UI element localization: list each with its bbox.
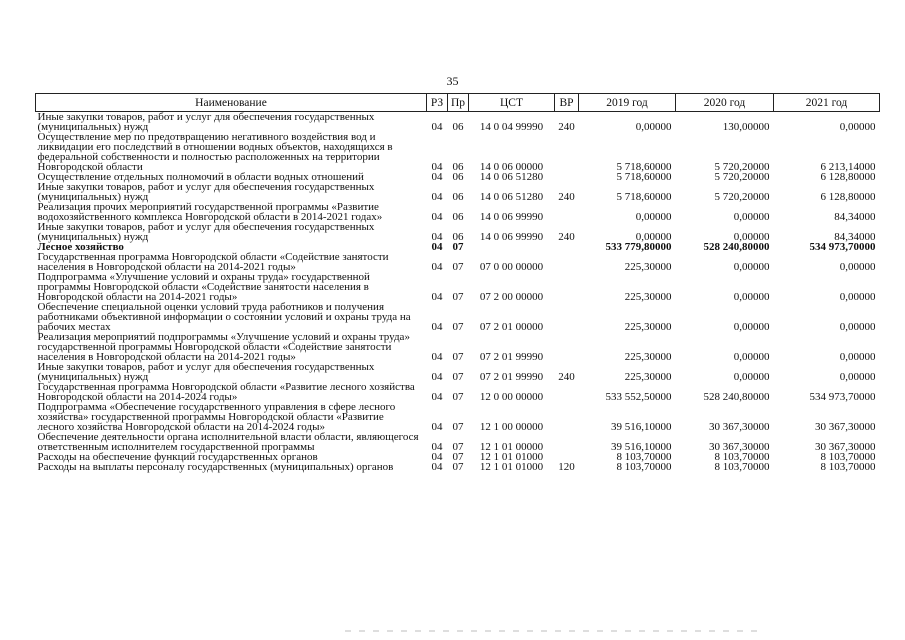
cell-rz: 04: [431, 421, 443, 433]
cell-pr: 06: [452, 161, 464, 173]
cell-y2020: 8 103,70000: [714, 451, 770, 463]
cell-pr: 07: [452, 441, 464, 453]
cell-y2020: 0,00000: [733, 291, 770, 303]
cell-y2019: 5 718,60000: [616, 171, 672, 183]
cell-y2019: 0,00000: [635, 121, 672, 133]
cell-rz: 04: [431, 451, 443, 463]
cell-cst: 12 0 00 00000: [479, 391, 544, 403]
cell-rz: 04: [431, 351, 443, 363]
cell-pr: 07: [452, 451, 464, 463]
cell-pr: 07: [452, 321, 464, 333]
table-row: [36, 302, 880, 332]
table-row: [36, 462, 880, 472]
cell-y2021: 0,00000: [839, 261, 876, 273]
cell-y2020: 130,00000: [722, 121, 770, 133]
header-pr: Пр: [448, 94, 469, 112]
cell-y2020: 5 720,20000: [714, 161, 770, 173]
header-cst: ЦСТ: [469, 94, 555, 112]
cell-y2021: 30 367,30000: [815, 441, 876, 453]
cell-vr: [555, 242, 579, 252]
cell-y2021: 8 103,70000: [820, 451, 876, 463]
cell-rz: 04: [431, 231, 443, 243]
cell-rz: 04: [431, 211, 443, 223]
cell-y2019: 225,30000: [624, 371, 672, 383]
table-row: [36, 382, 880, 402]
cell-y2019: 225,30000: [624, 351, 672, 363]
cell-rz: 04: [431, 121, 443, 133]
cell-name: Обеспечение специальной оценки условий труда работников и получения работниками объективной информации о состоянии условий и охраны труда на рабочих местах: [37, 301, 411, 333]
cell-cst: 07 0 00 00000: [479, 261, 544, 273]
cell-vr: [555, 202, 579, 222]
cell-name: Осуществление отдельных полномочий в области водных отношений: [37, 171, 364, 183]
table-row: [36, 332, 880, 362]
cell-vr: [555, 252, 579, 272]
cell-name: Лесное хозяйство: [37, 241, 124, 253]
cell-y2021: 534 973,70000: [809, 391, 876, 403]
cell-name: Реализация мероприятий подпрограммы «Улучшение условий и охраны труда» государственной программы Новгородской области «Содействие занятости населения в Новгородской области на 2014-2021 годы»: [37, 331, 410, 363]
cell-name: Иные закупки товаров, работ и услуг для обеспечения государственных (муниципальных) нужд: [37, 361, 375, 383]
table-row: [36, 362, 880, 382]
cell-rz: 04: [431, 461, 443, 473]
cell-y2019: 8 103,70000: [616, 461, 672, 473]
header-2019: 2019 год: [579, 94, 676, 112]
cell-y2019: 0,00000: [635, 231, 672, 243]
cell-y2021: 6 128,80000: [820, 191, 876, 203]
cell-y2021: 0,00000: [839, 351, 876, 363]
cell-vr: [555, 302, 579, 332]
cell-pr: 07: [452, 391, 464, 403]
cell-pr: 06: [452, 121, 464, 133]
cell-y2021: 0,00000: [839, 121, 876, 133]
cell-y2021: 0,00000: [839, 321, 876, 333]
cell-y2019: 225,30000: [624, 261, 672, 273]
page-number: 35: [446, 74, 459, 88]
cell-cst: 14 0 06 51280: [479, 171, 544, 183]
cell-cst: 14 0 06 99990: [479, 211, 544, 223]
cell-y2020: 0,00000: [733, 321, 770, 333]
cell-pr: 07: [452, 461, 464, 473]
cell-y2021: 0,00000: [839, 291, 876, 303]
cell-cst: 14 0 06 51280: [479, 191, 544, 203]
cell-name: Реализация прочих мероприятий государственной программы «Развитие водохозяйственного комплекса Новгородской области в 2014-2021 годах»: [37, 201, 383, 223]
cell-y2019: 533 552,50000: [605, 391, 672, 403]
cell-rz: 04: [431, 191, 443, 203]
cell-vr: 120: [558, 461, 575, 473]
table-row: [36, 432, 880, 452]
cell-cst: 14 0 06 00000: [479, 161, 544, 173]
header-name: Наименование: [36, 94, 427, 112]
cell-y2019: 225,30000: [624, 291, 672, 303]
cell-name: Иные закупки товаров, работ и услуг для обеспечения государственных (муниципальных) нужд: [37, 181, 375, 203]
cell-y2019: 8 103,70000: [616, 451, 672, 463]
table-row: [36, 132, 880, 172]
cell-cst: 12 1 01 00000: [479, 441, 544, 453]
cell-rz: 04: [431, 371, 443, 383]
cell-vr: [555, 402, 579, 432]
cell-name: Расходы на обеспечение функций государственных органов: [37, 451, 318, 463]
cell-rz: 04: [431, 161, 443, 173]
cell-y2019: 0,00000: [635, 211, 672, 223]
table-row: [36, 402, 880, 432]
cell-rz: 04: [431, 291, 443, 303]
cell-vr: 240: [558, 231, 575, 243]
cell-pr: 06: [452, 191, 464, 203]
cell-name: Обеспечение деятельности органа исполнительной власти области, являющегося ответственным исполнителем государственной программы: [37, 431, 419, 453]
cell-rz: 04: [431, 441, 443, 453]
cell-vr: [555, 132, 579, 172]
cell-y2021: 8 103,70000: [820, 461, 876, 473]
cell-vr: [555, 272, 579, 302]
scan-artifact: [345, 630, 765, 632]
cell-rz: 04: [431, 321, 443, 333]
cell-y2021: 84,34000: [834, 211, 876, 223]
table-row: [36, 182, 880, 202]
cell-pr: 06: [452, 211, 464, 223]
cell-name: Осуществление мер по предотвращению негативного воздействия вод и ликвидации его последствий в отношении водных объектов, находящихся в федеральной собственности и полностью расположенных на территории Новгородской области: [37, 131, 393, 173]
table-header-row: [36, 94, 880, 112]
table-row: [36, 272, 880, 302]
cell-pr: 07: [452, 241, 464, 253]
cell-vr: 240: [558, 371, 575, 383]
cell-cst: 07 2 00 00000: [479, 291, 544, 303]
table-row: [36, 252, 880, 272]
cell-cst: 14 0 06 99990: [479, 231, 544, 243]
cell-vr: 240: [558, 191, 575, 203]
cell-pr: 06: [452, 171, 464, 183]
cell-y2020: 528 240,80000: [703, 391, 770, 403]
cell-y2019: 39 516,10000: [611, 421, 672, 433]
header-2020: 2020 год: [676, 94, 774, 112]
budget-table: [35, 93, 880, 472]
cell-name: Государственная программа Новгородской области «Содействие занятости населения в Новгородской области на 2014-2021 годы»: [37, 251, 389, 273]
cell-cst: 12 1 01 01000: [479, 451, 544, 463]
cell-vr: [555, 382, 579, 402]
table-row: [36, 112, 880, 133]
cell-name: Подпрограмма «Обеспечение государственного управления в сфере лесного хозяйства» государственной программы Новгородской области «Развитие лесного хозяйства Новгородской области на 2014-2024 годы»: [37, 401, 396, 433]
cell-y2020: 30 367,30000: [709, 441, 770, 453]
cell-rz: 04: [431, 261, 443, 273]
cell-cst: 07 2 01 99990: [479, 371, 544, 383]
cell-y2021: 6 213,14000: [820, 161, 876, 173]
cell-vr: [555, 172, 579, 182]
cell-y2020: 528 240,80000: [703, 241, 770, 253]
cell-y2020: 0,00000: [733, 211, 770, 223]
cell-name: Иные закупки товаров, работ и услуг для обеспечения государственных (муниципальных) нужд: [37, 221, 375, 243]
cell-y2020: 5 720,20000: [714, 191, 770, 203]
cell-vr: 240: [558, 121, 575, 133]
cell-rz: 04: [431, 171, 443, 183]
cell-cst: 07 2 01 99990: [479, 351, 544, 363]
cell-vr: [555, 332, 579, 362]
cell-y2020: 0,00000: [733, 231, 770, 243]
header-rz: РЗ: [427, 94, 448, 112]
cell-cst: 12 1 01 01000: [479, 461, 544, 473]
cell-y2020: 0,00000: [733, 261, 770, 273]
table-row: [36, 222, 880, 242]
cell-pr: 07: [452, 351, 464, 363]
cell-y2020: 5 720,20000: [714, 171, 770, 183]
cell-y2020: 8 103,70000: [714, 461, 770, 473]
cell-y2020: 30 367,30000: [709, 421, 770, 433]
cell-name: Подпрограмма «Улучшение условий и охраны труда» государственной программы Новгородской области «Содействие занятости населения в Новгородской области на 2014-2021 годы»: [37, 271, 370, 303]
cell-pr: 07: [452, 421, 464, 433]
cell-y2019: 5 718,60000: [616, 191, 672, 203]
cell-y2019: 533 779,80000: [605, 241, 672, 253]
cell-cst: 07 2 01 00000: [479, 321, 544, 333]
cell-rz: 04: [431, 391, 443, 403]
cell-y2019: 39 516,10000: [611, 441, 672, 453]
cell-y2021: 6 128,80000: [820, 171, 876, 183]
cell-name: Расходы на выплаты персоналу государственных (муниципальных) органов: [37, 461, 394, 473]
cell-pr: 07: [452, 371, 464, 383]
cell-pr: 06: [452, 231, 464, 243]
cell-cst: 12 1 00 00000: [479, 421, 544, 433]
cell-cst: 14 0 04 99990: [479, 121, 544, 133]
cell-y2021: 30 367,30000: [815, 421, 876, 433]
header-vr: ВР: [555, 94, 579, 112]
cell-y2020: 0,00000: [733, 351, 770, 363]
cell-vr: [555, 432, 579, 452]
cell-y2019: 5 718,60000: [616, 161, 672, 173]
cell-rz: 04: [431, 241, 443, 253]
cell-name: Иные закупки товаров, работ и услуг для обеспечения государственных (муниципальных) нужд: [37, 111, 375, 133]
cell-pr: 07: [452, 291, 464, 303]
cell-y2020: 0,00000: [733, 371, 770, 383]
cell-cst: [469, 242, 555, 252]
cell-y2019: 225,30000: [624, 321, 672, 333]
table-row: [36, 202, 880, 222]
cell-y2021: 84,34000: [834, 231, 876, 243]
cell-y2021: 534 973,70000: [809, 241, 876, 253]
cell-y2021: 0,00000: [839, 371, 876, 383]
cell-name: Государственная программа Новгородской области «Развитие лесного хозяйства Новгородской области на 2014-2024 годы»: [37, 381, 415, 403]
header-2021: 2021 год: [774, 94, 880, 112]
cell-pr: 07: [452, 261, 464, 273]
